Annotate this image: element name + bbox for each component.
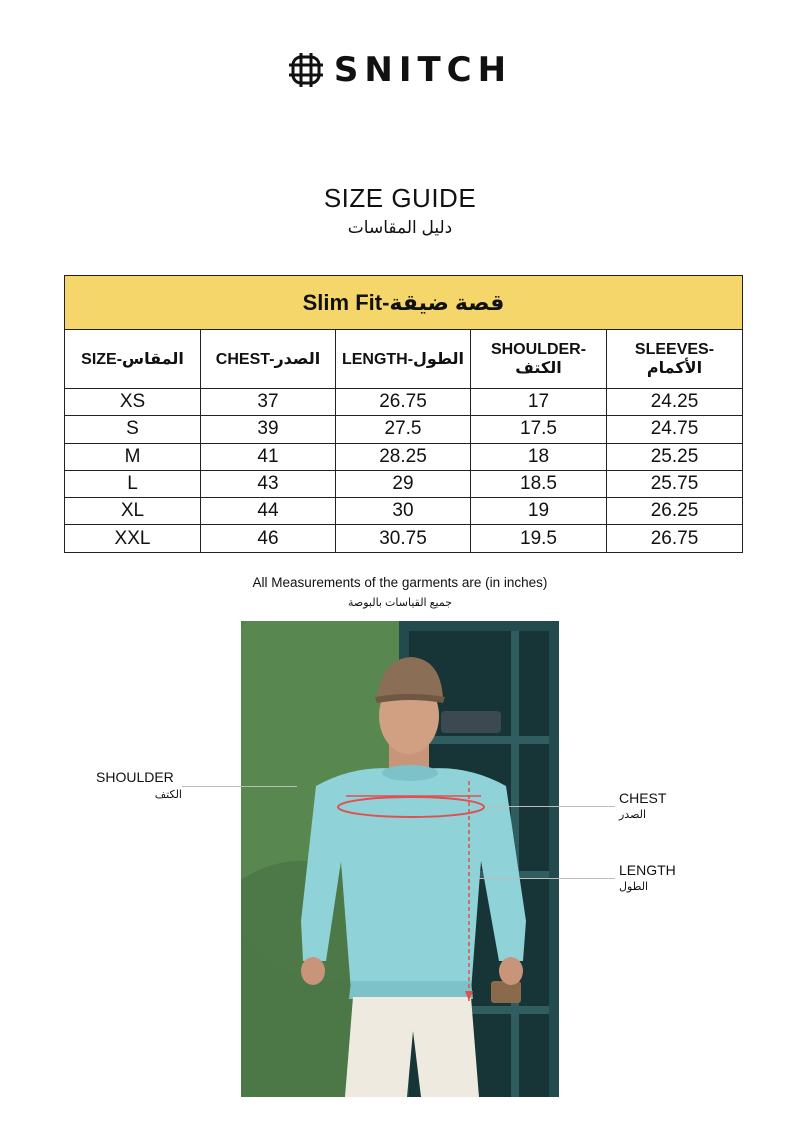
- cell-size: L: [65, 470, 201, 497]
- brand-logo: [0, 50, 800, 90]
- table-header-row: [65, 330, 743, 389]
- cell-chest: 41: [201, 443, 336, 470]
- header-shoulder: SHOULDER- الكتف: [471, 330, 607, 389]
- cell-chest: 44: [201, 498, 336, 525]
- cell-sleeves: 25.75: [607, 470, 743, 497]
- cell-length: 27.5: [336, 416, 471, 443]
- cell-shoulder: 17: [471, 389, 607, 416]
- cell-size: XL: [65, 498, 201, 525]
- table-row: [65, 525, 743, 552]
- table-row: [65, 389, 743, 416]
- cell-sleeves: 25.25: [607, 443, 743, 470]
- cell-size: XS: [65, 389, 201, 416]
- page-title-arabic: دليل المقاسات: [347, 218, 453, 237]
- length-pointer-line: [478, 878, 615, 879]
- cell-size: XXL: [65, 525, 201, 552]
- size-table: [64, 275, 743, 553]
- cell-sleeves: 26.25: [607, 498, 743, 525]
- table-row: [65, 443, 743, 470]
- cell-size: S: [65, 416, 201, 443]
- brand-name: SNITCH: [333, 50, 513, 90]
- chest-label: CHEST: [619, 790, 667, 806]
- model-photo: [241, 621, 559, 1097]
- cell-shoulder: 18: [471, 443, 607, 470]
- table-row: [65, 470, 743, 497]
- cell-chest: 46: [201, 525, 336, 552]
- cell-length: 28.25: [336, 443, 471, 470]
- cell-chest: 43: [201, 470, 336, 497]
- table-row: [65, 416, 743, 443]
- cell-sleeves: 24.25: [607, 389, 743, 416]
- cell-sleeves: 26.75: [607, 525, 743, 552]
- header-chest: CHEST-الصدر: [201, 330, 336, 389]
- header-length: LENGTH-الطول: [336, 330, 471, 389]
- cell-sleeves: 24.75: [607, 416, 743, 443]
- shoulder-pointer-line: [182, 786, 297, 787]
- cell-size: M: [65, 443, 201, 470]
- shoulder-label: SHOULDER: [96, 769, 174, 785]
- cell-shoulder: 19: [471, 498, 607, 525]
- fit-label: Slim Fit-قصة ضيقة: [65, 276, 743, 330]
- cell-shoulder: 17.5: [471, 416, 607, 443]
- header-size: SIZE-المقاس: [65, 330, 201, 389]
- page-title: SIZE GUIDE: [323, 183, 477, 213]
- cell-length: 29: [336, 470, 471, 497]
- cell-length: 30: [336, 498, 471, 525]
- cell-chest: 37: [201, 389, 336, 416]
- length-label: LENGTH: [619, 862, 676, 878]
- chest-pointer-line: [485, 806, 615, 807]
- shoulder-label-arabic: الكتف: [154, 789, 182, 801]
- measurement-note: All Measurements of the garments are (in inches): [252, 575, 548, 590]
- cell-chest: 39: [201, 416, 336, 443]
- cell-length: 26.75: [336, 389, 471, 416]
- cell-shoulder: 19.5: [471, 525, 607, 552]
- chest-label-arabic: الصدر: [619, 809, 647, 821]
- measurement-note-arabic: جميع القياسات بالبوصة: [347, 597, 453, 609]
- cell-shoulder: 18.5: [471, 470, 607, 497]
- table-row: [65, 498, 743, 525]
- cell-length: 30.75: [336, 525, 471, 552]
- grid-knot-icon: [288, 52, 324, 88]
- length-label-arabic: الطول: [619, 881, 649, 893]
- header-sleeves: SLEEVES- الأكمام: [607, 330, 743, 389]
